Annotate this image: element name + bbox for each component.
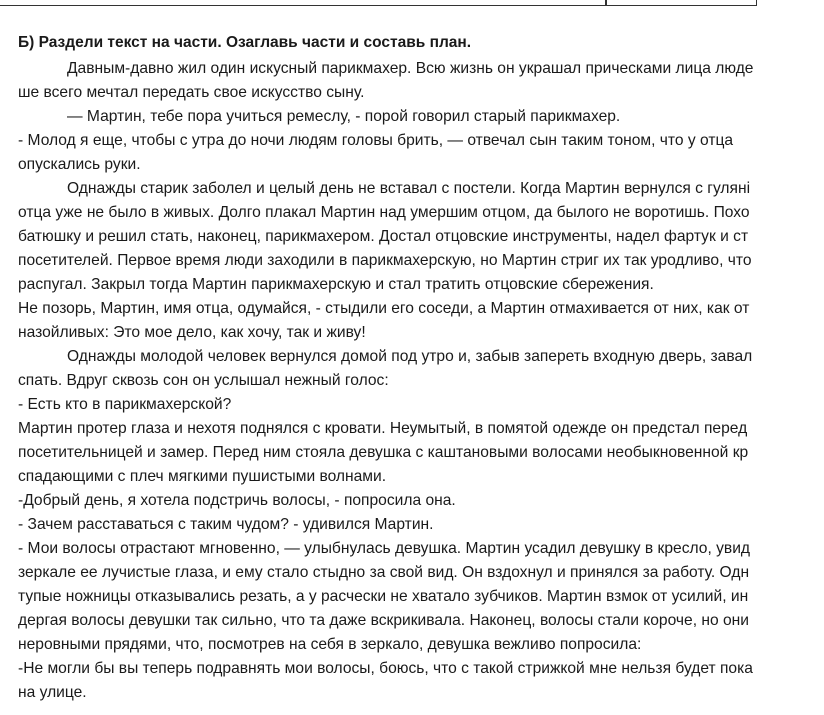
text-line: отца уже не было в живых. Долго плакал Мартин над умершим отцом, да былого не воротишь. Похо [18, 204, 750, 221]
text-line: спадающими с плеч мягкими пушистыми волнами. [18, 468, 387, 485]
text-line: — Мартин, тебе пора учиться ремеслу, - порой говорил старый парикмахер. [67, 108, 621, 125]
text-line: -Не могли бы вы теперь подравнять мои волосы, боюсь, что с такой стрижкой мне нельзя будет пока [18, 660, 753, 677]
text-line: опускались руки. [18, 156, 141, 173]
top-table-border [0, 0, 757, 6]
text-line: зеркале ее лучистые глаза, и ему стало стыдно за свой вид. Он вздохнул и принялся за работу. Одн [18, 564, 750, 581]
text-line: - Зачем расставаться с таким чудом? - удивился Мартин. [18, 516, 434, 533]
text-line: дергая волосы девушки так сильно, что та даже вскрикивала. Наконец, волосы стали короче, но они [18, 612, 749, 629]
text-line: Не позорь, Мартин, имя отца, одумайся, - стыдили его соседи, а Мартин отмахивается от них, как от [18, 300, 750, 317]
text-line: Давным-давно жил один искусный парикмахер. Всю жизнь он украшал прическами лица люде [67, 60, 754, 77]
story-text [18, 57, 824, 705]
text-line: - Мои волосы отрастают мгновенно, — улыбнулась девушка. Мартин усадил девушку в кресло, увид [18, 540, 750, 557]
text-line: батюшку и решил стать, наконец, парикмахером. Достал отцовские инструменты, надел фартук и ст [18, 228, 749, 245]
text-line: посетителей. Первое время люди заходили в парикмахерскую, но Мартин стриг их так уродливо, что [18, 252, 752, 269]
text-line: назойливых: Это мое дело, как хочу, так и живу! [18, 324, 366, 341]
text-line: на улице. [18, 684, 87, 701]
text-line: Мартин протер глаза и нехотя поднялся с кровати. Неумытый, в помятой одежде он предстал перед [18, 420, 748, 437]
text-line: неровными прядями, что, посмотрев на себя в зеркало, девушка вежливо попросила: [18, 636, 642, 653]
text-line: спать. Вдруг сквозь сон он услышал нежный голос: [18, 372, 389, 389]
text-line: Однажды молодой человек вернулся домой под утро и, забыв запереть входную дверь, завал [67, 348, 753, 365]
table-column-divider [605, 0, 607, 6]
text-line: -Добрый день, я хотела подстричь волосы, - попросила она. [18, 492, 456, 509]
text-line: тупые ножницы отказывались резать, а у расчески не хватало зубчиков. Мартин взмок от усилий, ин [18, 588, 749, 605]
text-line: посетительницей и замер. Перед ним стояла девушка с каштановыми волосами необыкновенной кр [18, 444, 749, 461]
text-line: - Молод я еще, чтобы с утра до ночи людям головы брить, — отвечал сын таким тоном, что у отца [18, 132, 734, 149]
text-line: распугал. Закрыл тогда Мартин парикмахерскую и стал тратить отцовские сбережения. [18, 276, 654, 293]
text-line: ше всего мечтал передать свое искусство сыну. [18, 84, 365, 101]
text-line: Однажды старик заболел и целый день не вставал с постели. Когда Мартин вернулся с гуляні [67, 180, 751, 197]
task-heading: Б) Раздели текст на части. Озаглавь части и составь план. [18, 34, 472, 51]
text-line: - Есть кто в парикмахерской? [18, 396, 232, 413]
